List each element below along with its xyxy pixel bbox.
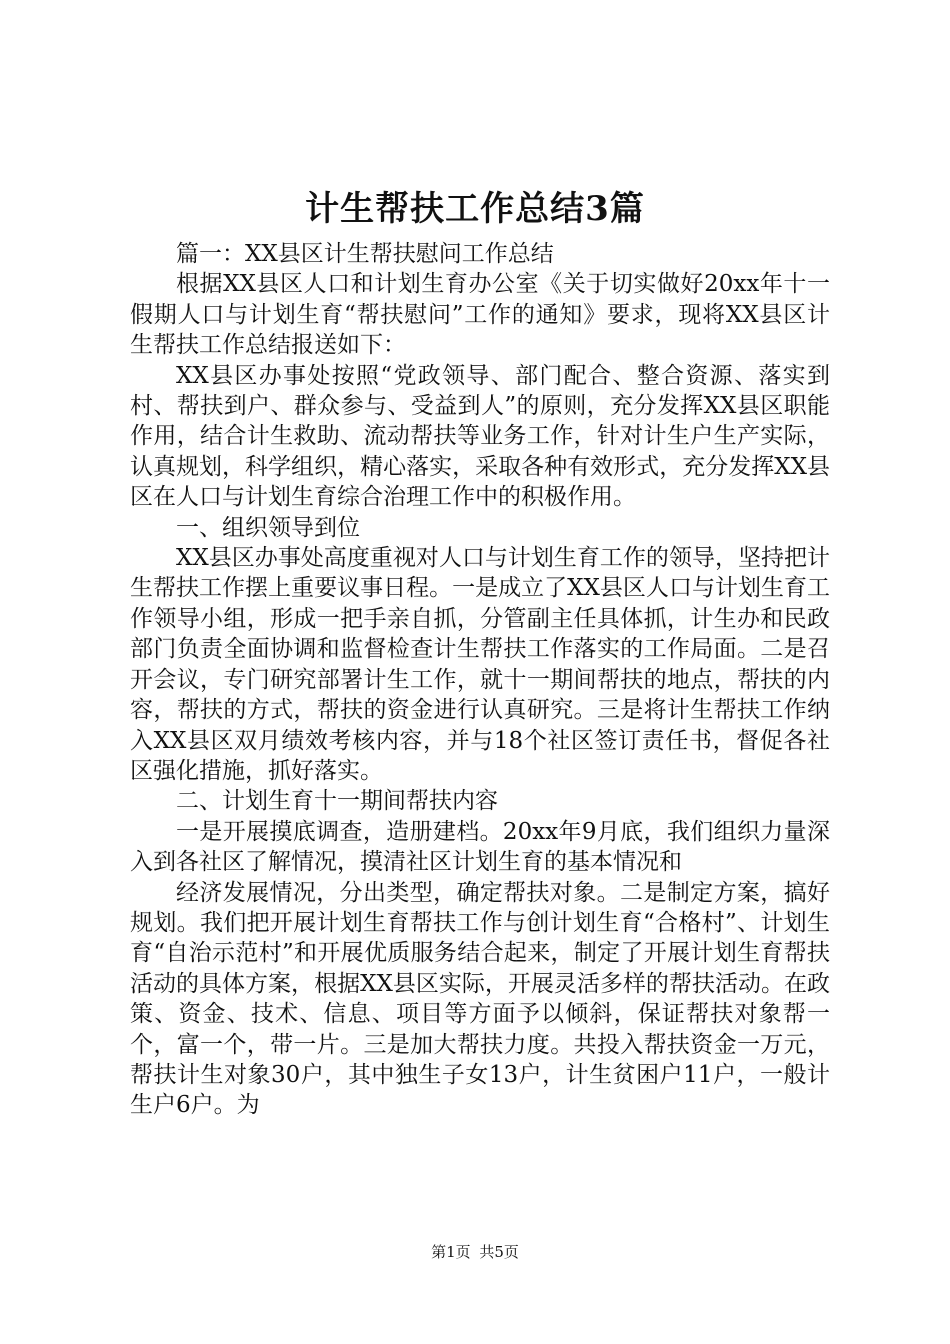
page-footer bbox=[0, 1241, 950, 1263]
document-body bbox=[130, 239, 830, 1121]
section-heading: 二、计划生育十一期间帮扶内容 bbox=[176, 788, 498, 815]
page-number: 第1页 bbox=[431, 1243, 471, 1261]
paragraph: 一是开展摸底调查，造册建档。20xx年9月底，我们组织力量深入到各社区了解情况，摸清社区计划生育的基本情况和 bbox=[130, 818, 830, 876]
page-total: 共5页 bbox=[479, 1243, 519, 1261]
section-heading: 篇一：XX县区计生帮扶慰问工作总结 bbox=[176, 241, 554, 267]
paragraph: XX县区办事处按照“党政领导、部门配合、整合资源、落实到村、帮扶到户、群众参与、受益到人”的原则，充分发挥XX县区职能作用，结合计生救助、流动帮扶等业务工作，针对计生户生产实际，认真规划，科学组织，精心落实，采取各种有效形式，充分发挥XX县区在人口与计划生育综合治理工作中的积极作用。 bbox=[130, 362, 830, 511]
paragraph: 根据XX县区人口和计划生育办公室《关于切实做好20xx年十一假期人口与计划生育“帮扶慰问”工作的通知》要求，现将XX县区计生帮扶工作总结报送如下： bbox=[130, 271, 830, 359]
paragraph: 经济发展情况，分出类型，确定帮扶对象。二是制定方案，搞好规划。我们把开展计划生育帮扶工作与创计划生育“合格村”、计划生育“自治示范村”和开展优质服务结合起来，制定了开展计划生育帮扶活动的具体方案，根据XX县区实际，开展灵活多样的帮扶活动。在政策、资金、技术、信息、项目等方面予以倾斜，保证帮扶对象帮一个，富一个，带一片。三是加大帮扶力度。共投入帮扶资金一万元，帮扶计生对象30户，其中独生子女13户，计生贫困户11户，一般计生户6户。为 bbox=[130, 879, 830, 1119]
paragraph: XX县区办事处高度重视对人口与计划生育工作的领导，坚持把计生帮扶工作摆上重要议事日程。一是成立了XX县区人口与计划生育工作领导小组，形成一把手亲自抓，分管副主任具体抓，计生办和民政部门负责全面协调和监督检查计生帮扶工作落实的工作局面。二是召开会议，专门研究部署计生工作，就十一期间帮扶的地点，帮扶的内容，帮扶的方式，帮扶的资金进行认真研究。三是将计生帮扶工作纳入XX县区双月绩效考核内容，并与18个社区签订责任书，督促各社区强化措施，抓好落实。 bbox=[130, 545, 830, 784]
section-heading: 一、组织领导到位 bbox=[176, 514, 360, 541]
document-title: 计生帮扶工作总结3篇 bbox=[305, 189, 645, 229]
